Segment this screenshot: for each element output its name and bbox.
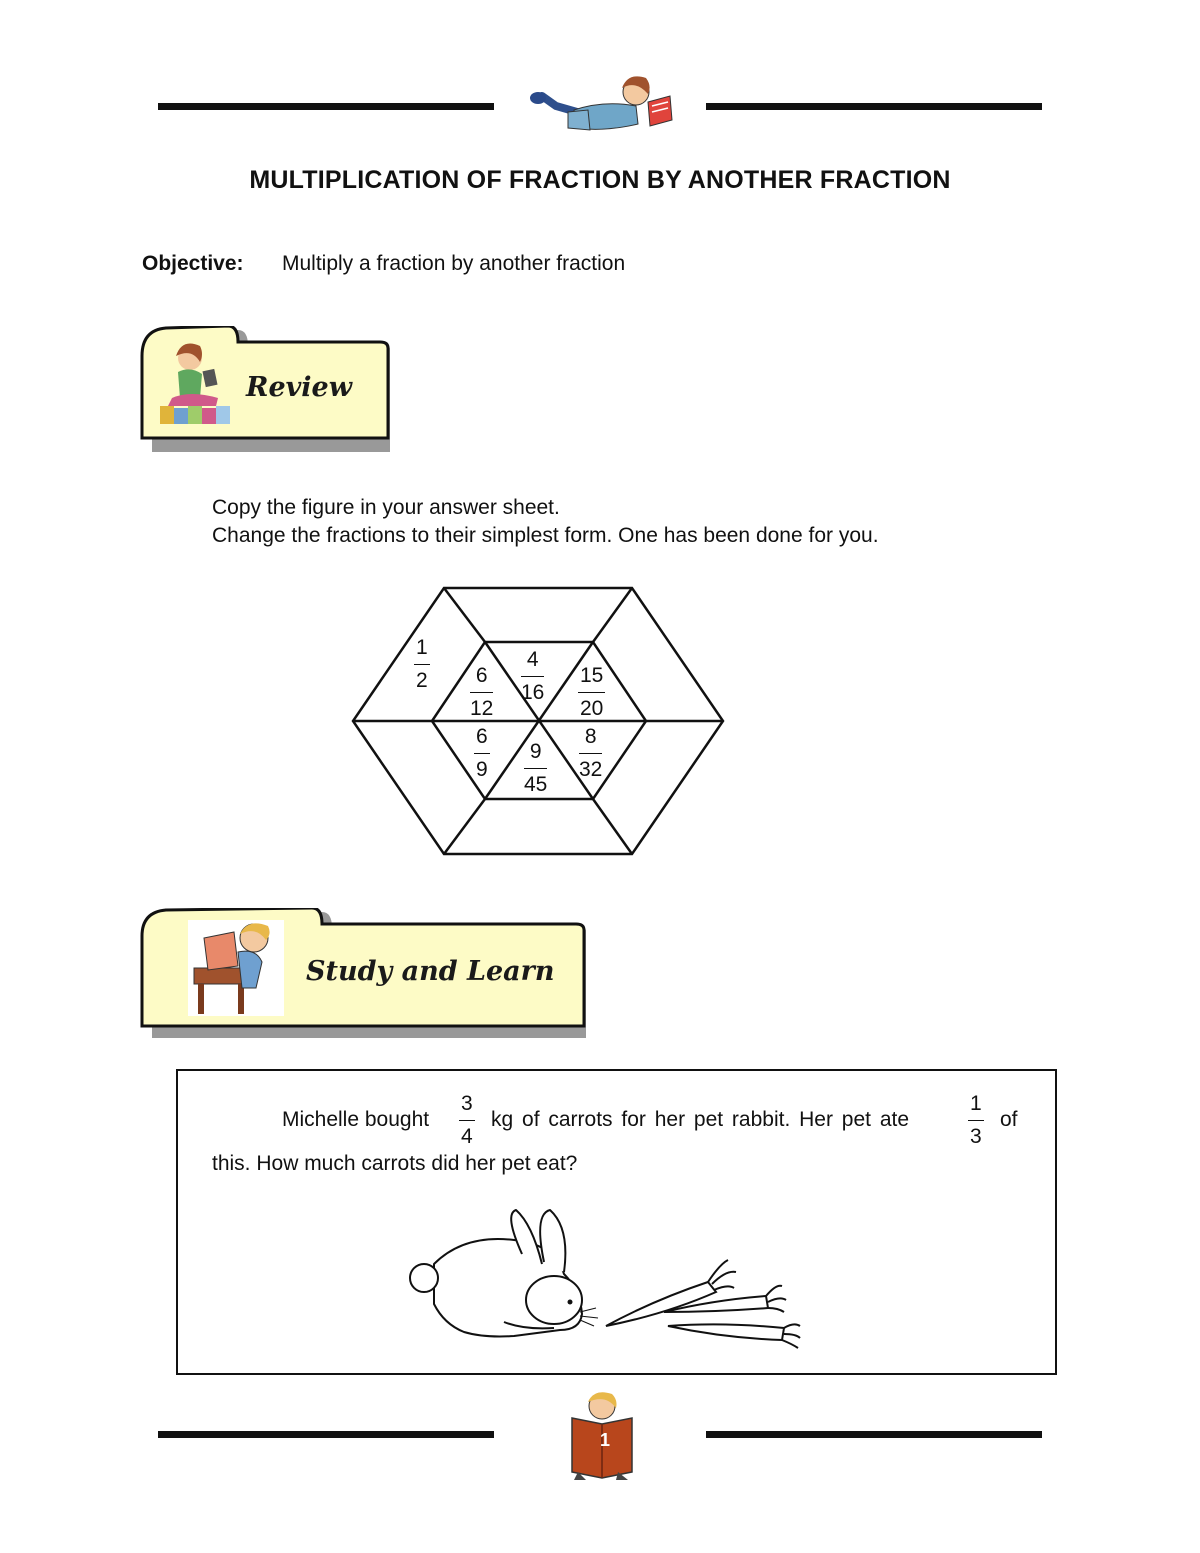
fraction-denominator: 2 [416,669,428,692]
fraction-example [414,636,430,693]
fraction-numerator: 3 [459,1092,475,1121]
objective-label: Objective: [142,252,244,275]
word-problem-line-2: this. How much carrots did her pet eat? [212,1152,578,1175]
problem-text-2: kg of carrots for her pet rabbit. Her pet ate [491,1108,910,1131]
fraction-denominator: 12 [470,697,494,720]
fraction-inner-5 [524,740,547,797]
fraction-denominator: 45 [524,773,548,796]
fraction-denominator: 32 [579,758,603,781]
fraction-numerator: 4 [521,648,544,677]
problem-text-3: of [1000,1108,1018,1131]
fraction-denominator: 20 [580,697,604,720]
fraction-numerator: 9 [524,740,547,769]
carrot-icon [606,1260,800,1348]
fraction-numerator: 6 [474,725,490,754]
fraction-inner-2 [521,648,544,705]
page-title: MULTIPLICATION OF FRACTION BY ANOTHER FRACTION [249,166,951,194]
page-number: 1 [599,1430,610,1450]
fraction-inner-1 [470,664,493,721]
instruction-line-1: Copy the figure in your answer sheet. [212,496,560,519]
fraction-three-fourths [459,1092,475,1149]
review-banner-label: Review [246,372,352,403]
rabbit-and-carrots-illustration [404,1204,804,1354]
study-banner-label: Study and Learn [306,956,555,987]
fraction-inner-6 [579,725,602,782]
fraction-denominator: 16 [521,681,545,704]
review-instructions [212,494,879,550]
word-problem-line-1 [282,1108,429,1132]
footer-rule-right [706,1431,1042,1438]
objective [142,252,626,276]
fraction-numerator: 1 [968,1092,984,1121]
objective-text: Multiply a fraction by another fraction [282,252,626,275]
fraction-denominator: 9 [476,758,488,781]
reading-girl-illustration [524,66,676,142]
fraction-denominator: 3 [970,1125,982,1148]
footer-rule-left [158,1431,494,1438]
fraction-numerator: 8 [579,725,602,754]
header-rule-right [706,103,1042,110]
header-rule-left [158,103,494,110]
fraction-inner-4 [474,725,490,782]
hexagon-figure [340,578,740,868]
fraction-inner-3 [578,664,605,721]
fraction-numerator: 1 [414,636,430,665]
fraction-denominator: 4 [461,1125,473,1148]
fraction-numerator: 6 [470,664,493,693]
problem-text-1: Michelle bought [282,1108,430,1131]
instruction-line-2: Change the fractions to their simplest form. One has been done for you. [212,524,879,547]
fraction-numerator: 15 [578,664,605,693]
study-boy-icon [188,920,284,1016]
fraction-one-third [968,1092,984,1149]
